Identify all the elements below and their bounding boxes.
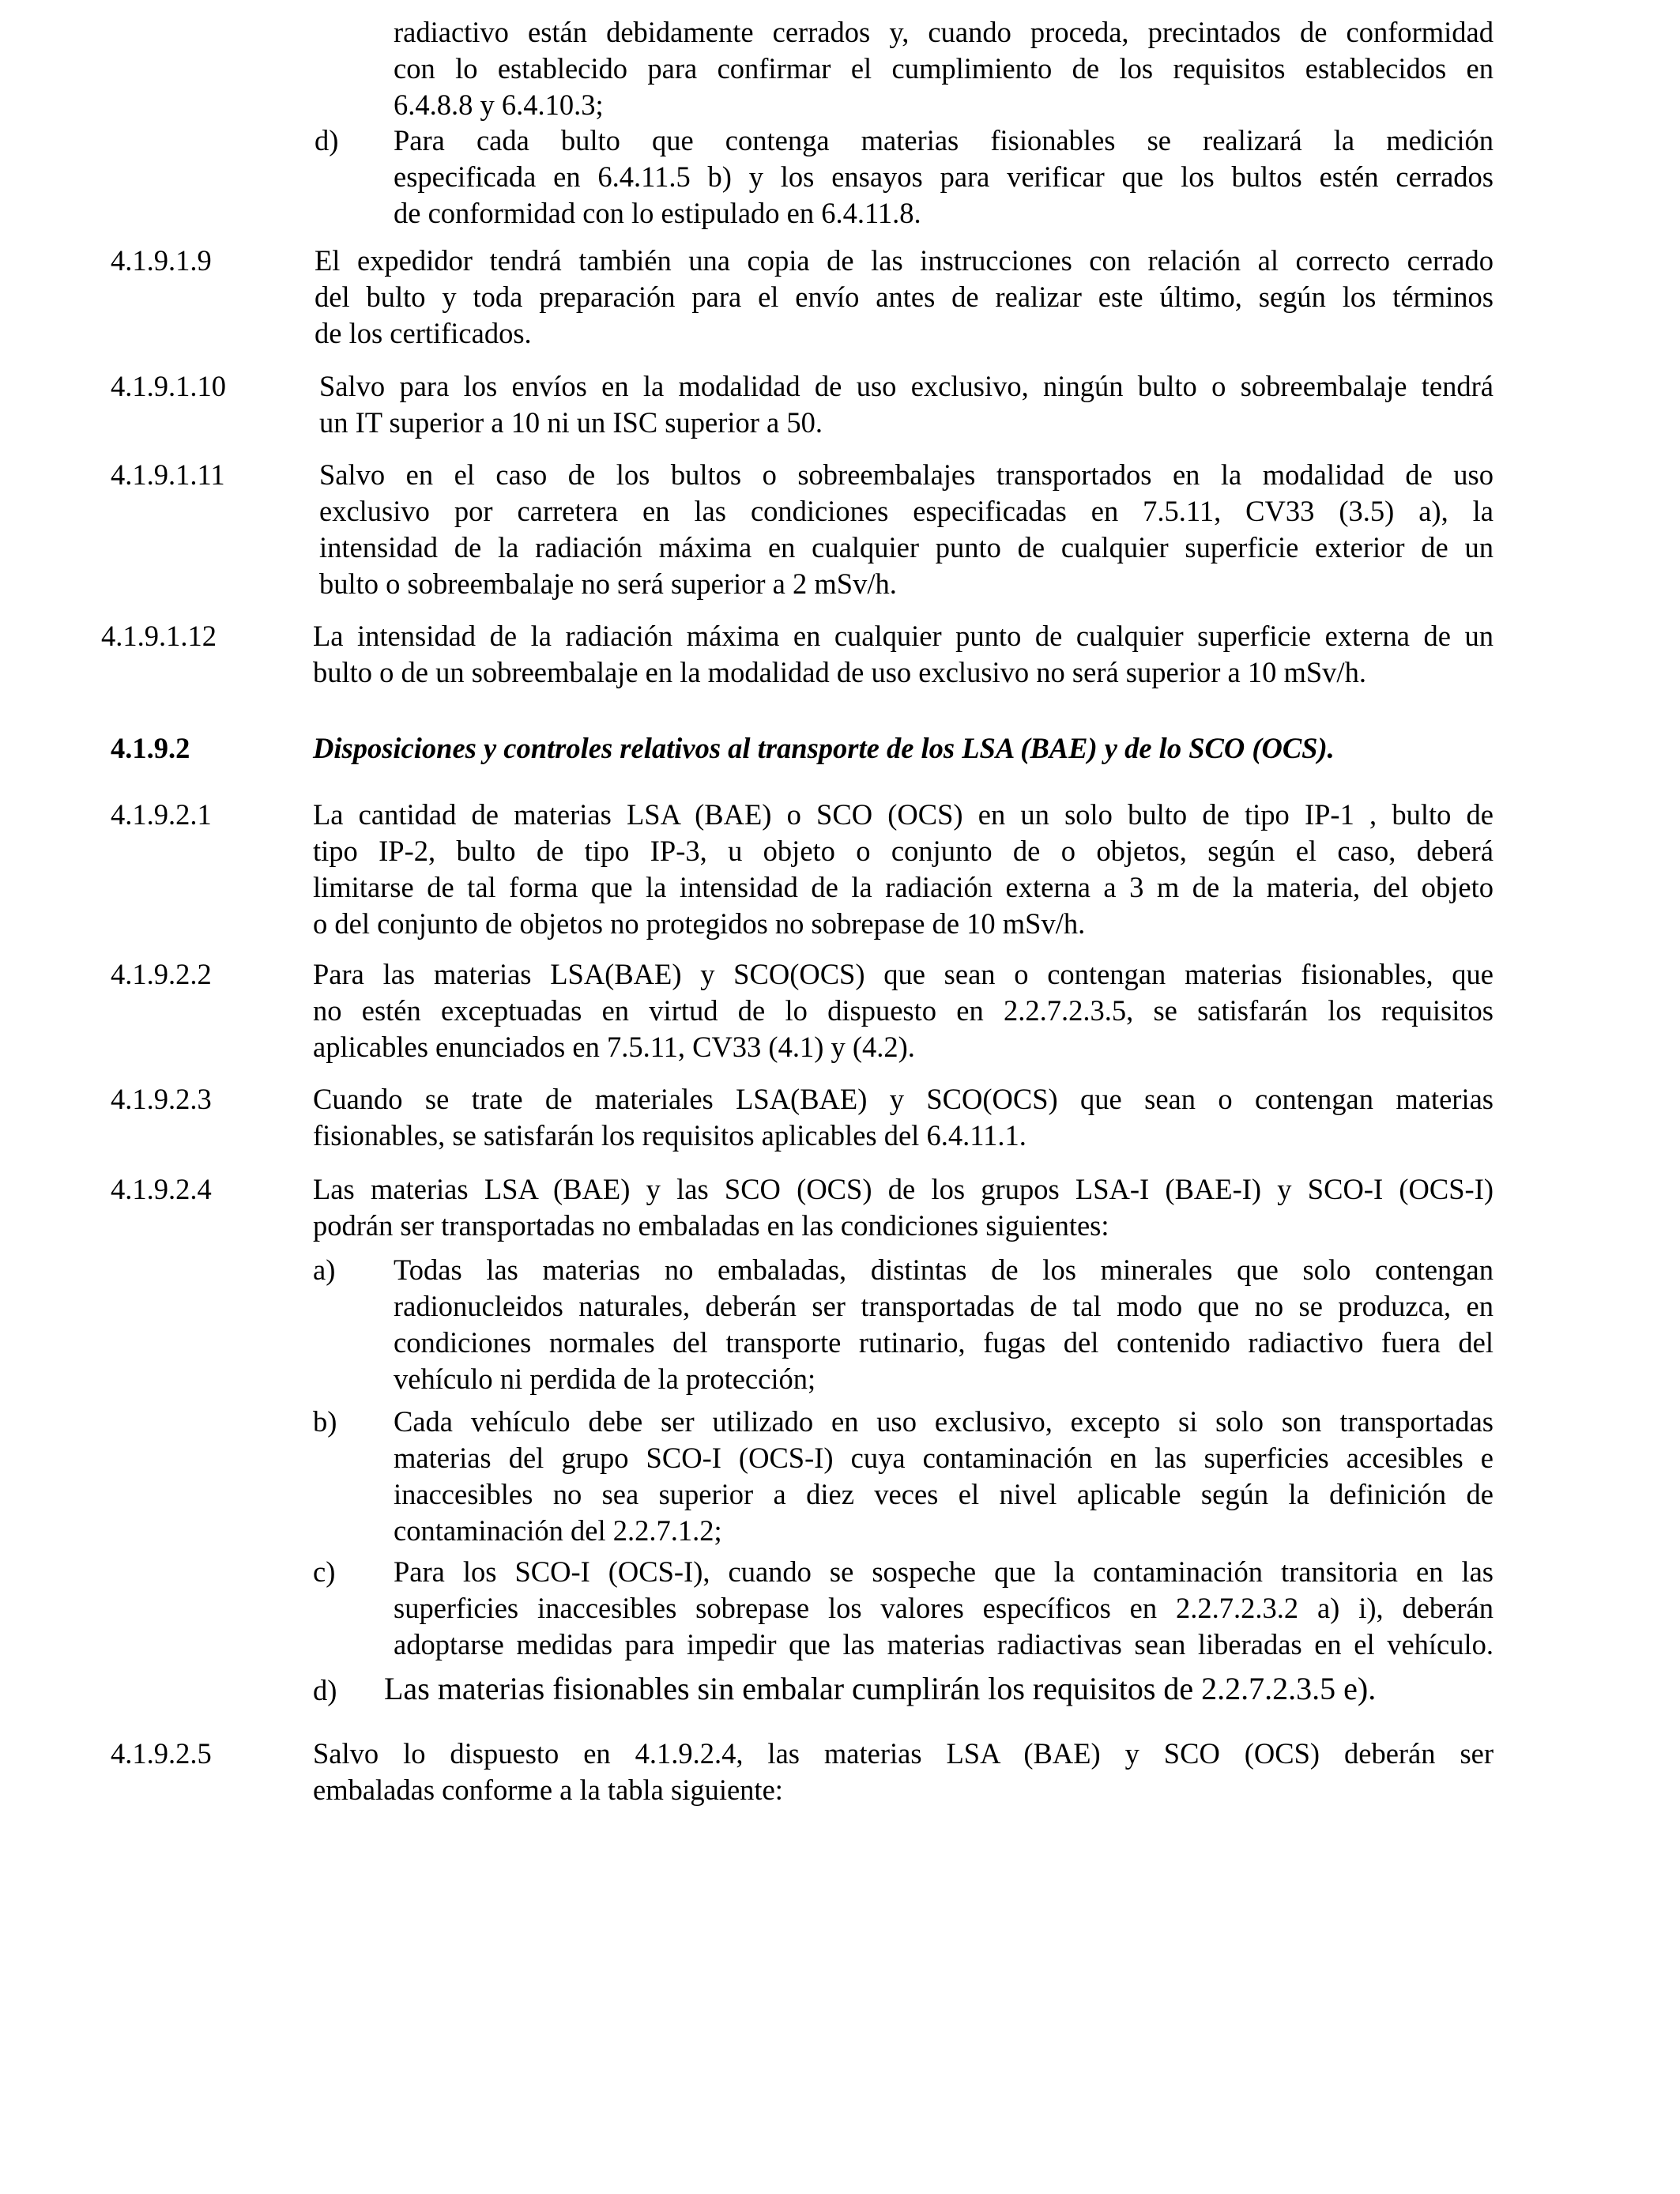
text-line: El expedidor tendrá también una copia de las instrucciones con relación al correcto cerrado bbox=[315, 244, 1494, 277]
text-line: especificada en 6.4.11.5 b) y los ensayos para verificar que los bultos estén cerrados bbox=[394, 160, 1494, 193]
text-line: o del conjunto de objetos no protegidos no sobrepase de 10 mSv/h. bbox=[313, 907, 1086, 940]
paragraph-number: 4.1.9.2.1 bbox=[111, 798, 212, 831]
item-b-text bbox=[394, 1404, 1494, 1549]
paragraph-number: 4.1.9.2.3 bbox=[111, 1083, 212, 1115]
item-c-continuation bbox=[394, 14, 1494, 123]
paragraph-number: 4.1.9.2.2 bbox=[111, 958, 212, 990]
text-line: podrán ser transportadas no embaladas en las condiciones siguientes: bbox=[313, 1209, 1109, 1242]
text-line: exclusivo por carretera en las condiciones especificadas en 7.5.11, CV33 (3.5) a), la bbox=[319, 495, 1494, 527]
section-number: 4.1.9.2 bbox=[111, 732, 190, 764]
text-line: bulto o sobreembalaje no será superior a 2 mSv/h. bbox=[319, 567, 897, 600]
text-line: contaminación del 2.2.7.1.2; bbox=[394, 1514, 722, 1547]
text-line: materias del grupo SCO-I (OCS-I) cuya contaminación en las superficies accesibles e bbox=[394, 1442, 1494, 1474]
text-line: superficies inaccesibles sobrepase los valores específicos en 2.2.7.2.3.2 a) i), deberán bbox=[394, 1592, 1494, 1624]
paragraph-number: 4.1.9.1.12 bbox=[101, 620, 217, 652]
text-line: radionucleidos naturales, deberán ser transportadas de tal modo que no se produzca, en bbox=[394, 1290, 1494, 1322]
text-line: no estén exceptuadas en virtud de lo dispuesto en 2.2.7.2.3.5, se satisfarán los requisitos bbox=[313, 994, 1494, 1027]
item-label: d) bbox=[313, 1674, 337, 1706]
paragraph-number: 4.1.9.1.9 bbox=[111, 244, 212, 277]
item-d-text bbox=[394, 123, 1494, 232]
paragraph-text bbox=[313, 956, 1494, 1065]
paragraph-text bbox=[313, 618, 1494, 691]
text-line: Cada vehículo debe ser utilizado en uso exclusivo, excepto si solo son transportadas bbox=[394, 1405, 1494, 1438]
text-line: del bulto y toda preparación para el envío antes de realizar este último, según los términos bbox=[315, 281, 1494, 313]
item-label: d) bbox=[315, 124, 339, 156]
text-line: Salvo en el caso de los bultos o sobreembalajes transportados en la modalidad de uso bbox=[319, 458, 1494, 491]
text-line: Salvo para los envíos en la modalidad de uso exclusivo, ningún bulto o sobreembalaje tendrá bbox=[319, 370, 1494, 402]
text-line: de los certificados. bbox=[315, 317, 532, 349]
text-line: un IT superior a 10 ni un ISC superior a 50. bbox=[319, 406, 823, 439]
paragraph-text bbox=[319, 457, 1494, 602]
item-d-text bbox=[384, 1671, 1506, 1707]
text-line: Las materias LSA (BAE) y las SCO (OCS) de los grupos LSA-I (BAE-I) y SCO-I (OCS-I) bbox=[313, 1173, 1494, 1205]
text-line: La cantidad de materias LSA (BAE) o SCO (OCS) en un solo bulto de tipo IP-1 , bulto de bbox=[313, 798, 1494, 831]
item-label: a) bbox=[313, 1253, 336, 1286]
paragraph-number: 4.1.9.1.10 bbox=[111, 370, 226, 402]
paragraph-text bbox=[313, 797, 1494, 942]
item-label: b) bbox=[313, 1405, 337, 1438]
text-line: Las materias fisionables sin embalar cumplirán los requisitos de 2.2.7.2.3.5 e). bbox=[384, 1671, 1377, 1706]
item-a-text bbox=[394, 1252, 1494, 1397]
text-line: adoptarse medidas para impedir que las materias radiactivas sean liberadas en el vehículo. bbox=[394, 1628, 1494, 1661]
paragraph-text bbox=[313, 1171, 1494, 1244]
text-line: Para las materias LSA(BAE) y SCO(OCS) que sean o contengan materias fisionables, que bbox=[313, 958, 1494, 990]
text-line: limitarse de tal forma que la intensidad de la radiación externa a 3 m de la materia, del objeto bbox=[313, 871, 1494, 903]
paragraph-text bbox=[315, 243, 1494, 352]
text-line: tipo IP-2, bulto de tipo IP-3, u objeto o conjunto de o objetos, según el caso, deberá bbox=[313, 835, 1494, 867]
text-line: de conformidad con lo estipulado en 6.4.11.8. bbox=[394, 197, 921, 229]
text-line: fisionables, se satisfarán los requisitos aplicables del 6.4.11.1. bbox=[313, 1119, 1026, 1152]
text-line: condiciones normales del transporte rutinario, fugas del contenido radiactivo fuera del bbox=[394, 1326, 1494, 1359]
paragraph-text bbox=[313, 1081, 1494, 1154]
text-line: bulto o de un sobreembalaje en la modalidad de uso exclusivo no será superior a 10 mSv/h. bbox=[313, 656, 1366, 688]
paragraph-number: 4.1.9.1.11 bbox=[111, 458, 225, 491]
text-line: Para los SCO-I (OCS-I), cuando se sospeche que la contaminación transitoria en las bbox=[394, 1555, 1494, 1588]
text-line: La intensidad de la radiación máxima en cualquier punto de cualquier superficie externa de un bbox=[313, 620, 1494, 652]
paragraph-text bbox=[313, 1736, 1494, 1808]
paragraph-number: 4.1.9.2.4 bbox=[111, 1173, 212, 1205]
text-line: Cuando se trate de materiales LSA(BAE) y SCO(OCS) que sean o contengan materias bbox=[313, 1083, 1494, 1115]
text-line: inaccesibles no sea superior a diez veces el nivel aplicable según la definición de bbox=[394, 1478, 1494, 1510]
text-line: radiactivo están debidamente cerrados y, cuando proceda, precintados de conformidad bbox=[394, 16, 1494, 48]
paragraph-text bbox=[319, 368, 1494, 441]
text-line: intensidad de la radiación máxima en cualquier punto de cualquier superficie exterior de un bbox=[319, 531, 1494, 564]
text-line: con lo establecido para confirmar el cumplimiento de los requisitos establecidos en bbox=[394, 52, 1494, 85]
section-title: Disposiciones y controles relativos al transporte de los LSA (BAE) y de lo SCO (OCS). bbox=[313, 732, 1335, 764]
paragraph-number: 4.1.9.2.5 bbox=[111, 1737, 212, 1770]
text-line: vehículo ni perdida de la protección; bbox=[394, 1363, 816, 1395]
item-label: c) bbox=[313, 1555, 336, 1588]
text-line: embaladas conforme a la tabla siguiente: bbox=[313, 1774, 783, 1806]
text-line: aplicables enunciados en 7.5.11, CV33 (4.1) y (4.2). bbox=[313, 1031, 915, 1063]
text-line: 6.4.8.8 y 6.4.10.3; bbox=[394, 89, 604, 121]
text-line: Salvo lo dispuesto en 4.1.9.2.4, las materias LSA (BAE) y SCO (OCS) deberán ser bbox=[313, 1737, 1494, 1770]
text-line: Para cada bulto que contenga materias fisionables se realizará la medición bbox=[394, 124, 1494, 156]
text-line: Todas las materias no embaladas, distintas de los minerales que solo contengan bbox=[394, 1253, 1494, 1286]
item-c-text bbox=[394, 1554, 1494, 1663]
